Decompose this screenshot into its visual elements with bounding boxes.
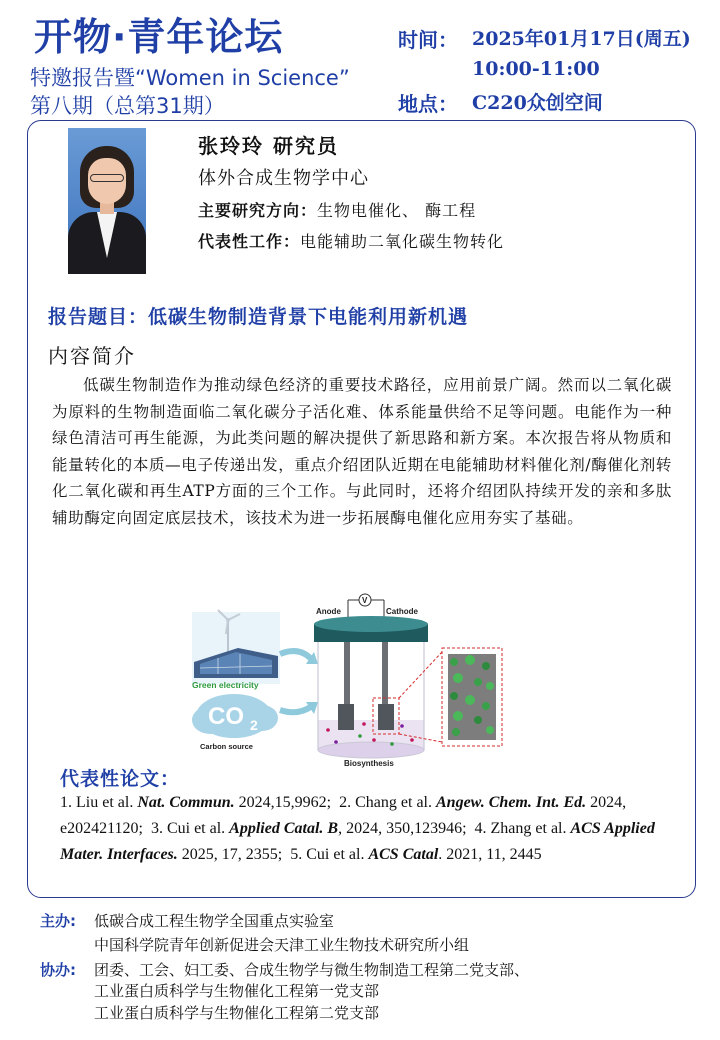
- co-host-organization: 团委、工会、妇工委、合成生物学与微生物制造工程第二党支部、: [94, 961, 530, 979]
- work-value: 电能辅助二氧化碳生物转化: [300, 232, 505, 251]
- co-host-organization: 工业蛋白质科学与生物催化工程第一党支部: [94, 982, 380, 1000]
- time-label: 时间：: [398, 28, 458, 52]
- subtitle: 特邀报告暨“Women in Science”: [30, 66, 350, 90]
- anode-label: Anode: [316, 607, 341, 616]
- publications-heading: 代表性论文：: [60, 768, 181, 790]
- green-electricity-label: Green electricity: [192, 680, 259, 690]
- biosynthesis-label: Biosynthesis: [344, 759, 394, 768]
- host-organization: 低碳合成工程生物学全国重点实验室: [94, 912, 335, 930]
- electro-biosynthesis-figure: [188, 590, 518, 768]
- co2-subscript: 2: [250, 717, 258, 733]
- speaker-name: 张玲玲 研究员: [198, 134, 339, 158]
- electricity-arrow: [280, 651, 312, 660]
- co-host-organization: 工业蛋白质科学与生物催化工程第二党支部: [94, 1004, 380, 1022]
- publication-item: 1. Liu et al. Nat. Commun. 2024,15,9962;: [60, 794, 332, 811]
- abstract-heading: 内容简介: [48, 344, 136, 368]
- research-label: 主要研究方向：: [198, 201, 318, 220]
- green-electricity-image: [192, 610, 280, 684]
- speaker-photo: [68, 128, 146, 274]
- place-label: 地点：: [398, 92, 458, 116]
- publications-list: [60, 790, 676, 868]
- research-direction: [198, 198, 476, 221]
- research-value: 生物电催化、 酶工程: [317, 201, 477, 220]
- voltmeter-label: V: [362, 596, 368, 605]
- page-title: 开物·青年论坛: [34, 15, 284, 59]
- carbon-source-label: Carbon source: [200, 742, 253, 751]
- co2-cloud-image: [192, 694, 278, 738]
- co2-text: CO: [208, 703, 244, 730]
- speaker-affiliation: 体外合成生物学中心: [198, 168, 369, 189]
- host-organization: 中国科学院青年创新促进会天津工业生物技术研究所小组: [94, 936, 470, 954]
- publication-item: 3. Cui et al. Applied Catal. B, 2024, 350,123946;: [150, 820, 467, 837]
- co-host-label: 协办:: [40, 961, 76, 979]
- representative-work: [198, 229, 504, 252]
- abstract-text: 低碳生物制造作为推动绿色经济的重要技术路径，应用前景广阔。然而以二氧化碳为原料的生物制造面临二氧化碳分子活化难、体系能量供给不足等问题。电能作为一种绿色清洁可再生能源，为此类问题的解决提供了新思路和新方案。本次报告将从物质和能量转化的本质—电子传递出发，重点介绍团队近期在电能辅助材料催化剂/酶催化剂转化二氧化碳和再生ATP方面的三个工作。与此同时，还将介绍团队持续开发的亲和多肽辅助酶定向固定底层技术，该技术为进一步拓展酶电催化应用夯实了基础。: [52, 376, 672, 527]
- host-label: 主办:: [40, 912, 76, 930]
- date-value: 2025年01月17日(周五): [472, 28, 691, 50]
- publication-item: 2. Chang et al. Angew. Chem. Int. Ed. 2024, e202421120;: [60, 794, 627, 837]
- issue-number: 第八期（总第31期）: [30, 94, 225, 118]
- enzyme-electrode-inset: [442, 648, 502, 746]
- publication-item: 4. Zhang et al. ACS Applied Mater. Interfaces. 2025, 17, 2355;: [60, 820, 655, 863]
- talk-title: 报告题目：低碳生物制造背景下电能利用新机遇: [48, 306, 469, 328]
- carbon-arrow: [280, 706, 312, 712]
- cathode-label: Cathode: [386, 607, 418, 616]
- place-value: C220众创空间: [472, 92, 603, 114]
- publication-item: 5. Cui et al. ACS Catal. 2021, 11, 2445: [290, 846, 542, 863]
- work-label: 代表性工作：: [198, 232, 301, 251]
- hours-value: 10:00-11:00: [472, 58, 600, 80]
